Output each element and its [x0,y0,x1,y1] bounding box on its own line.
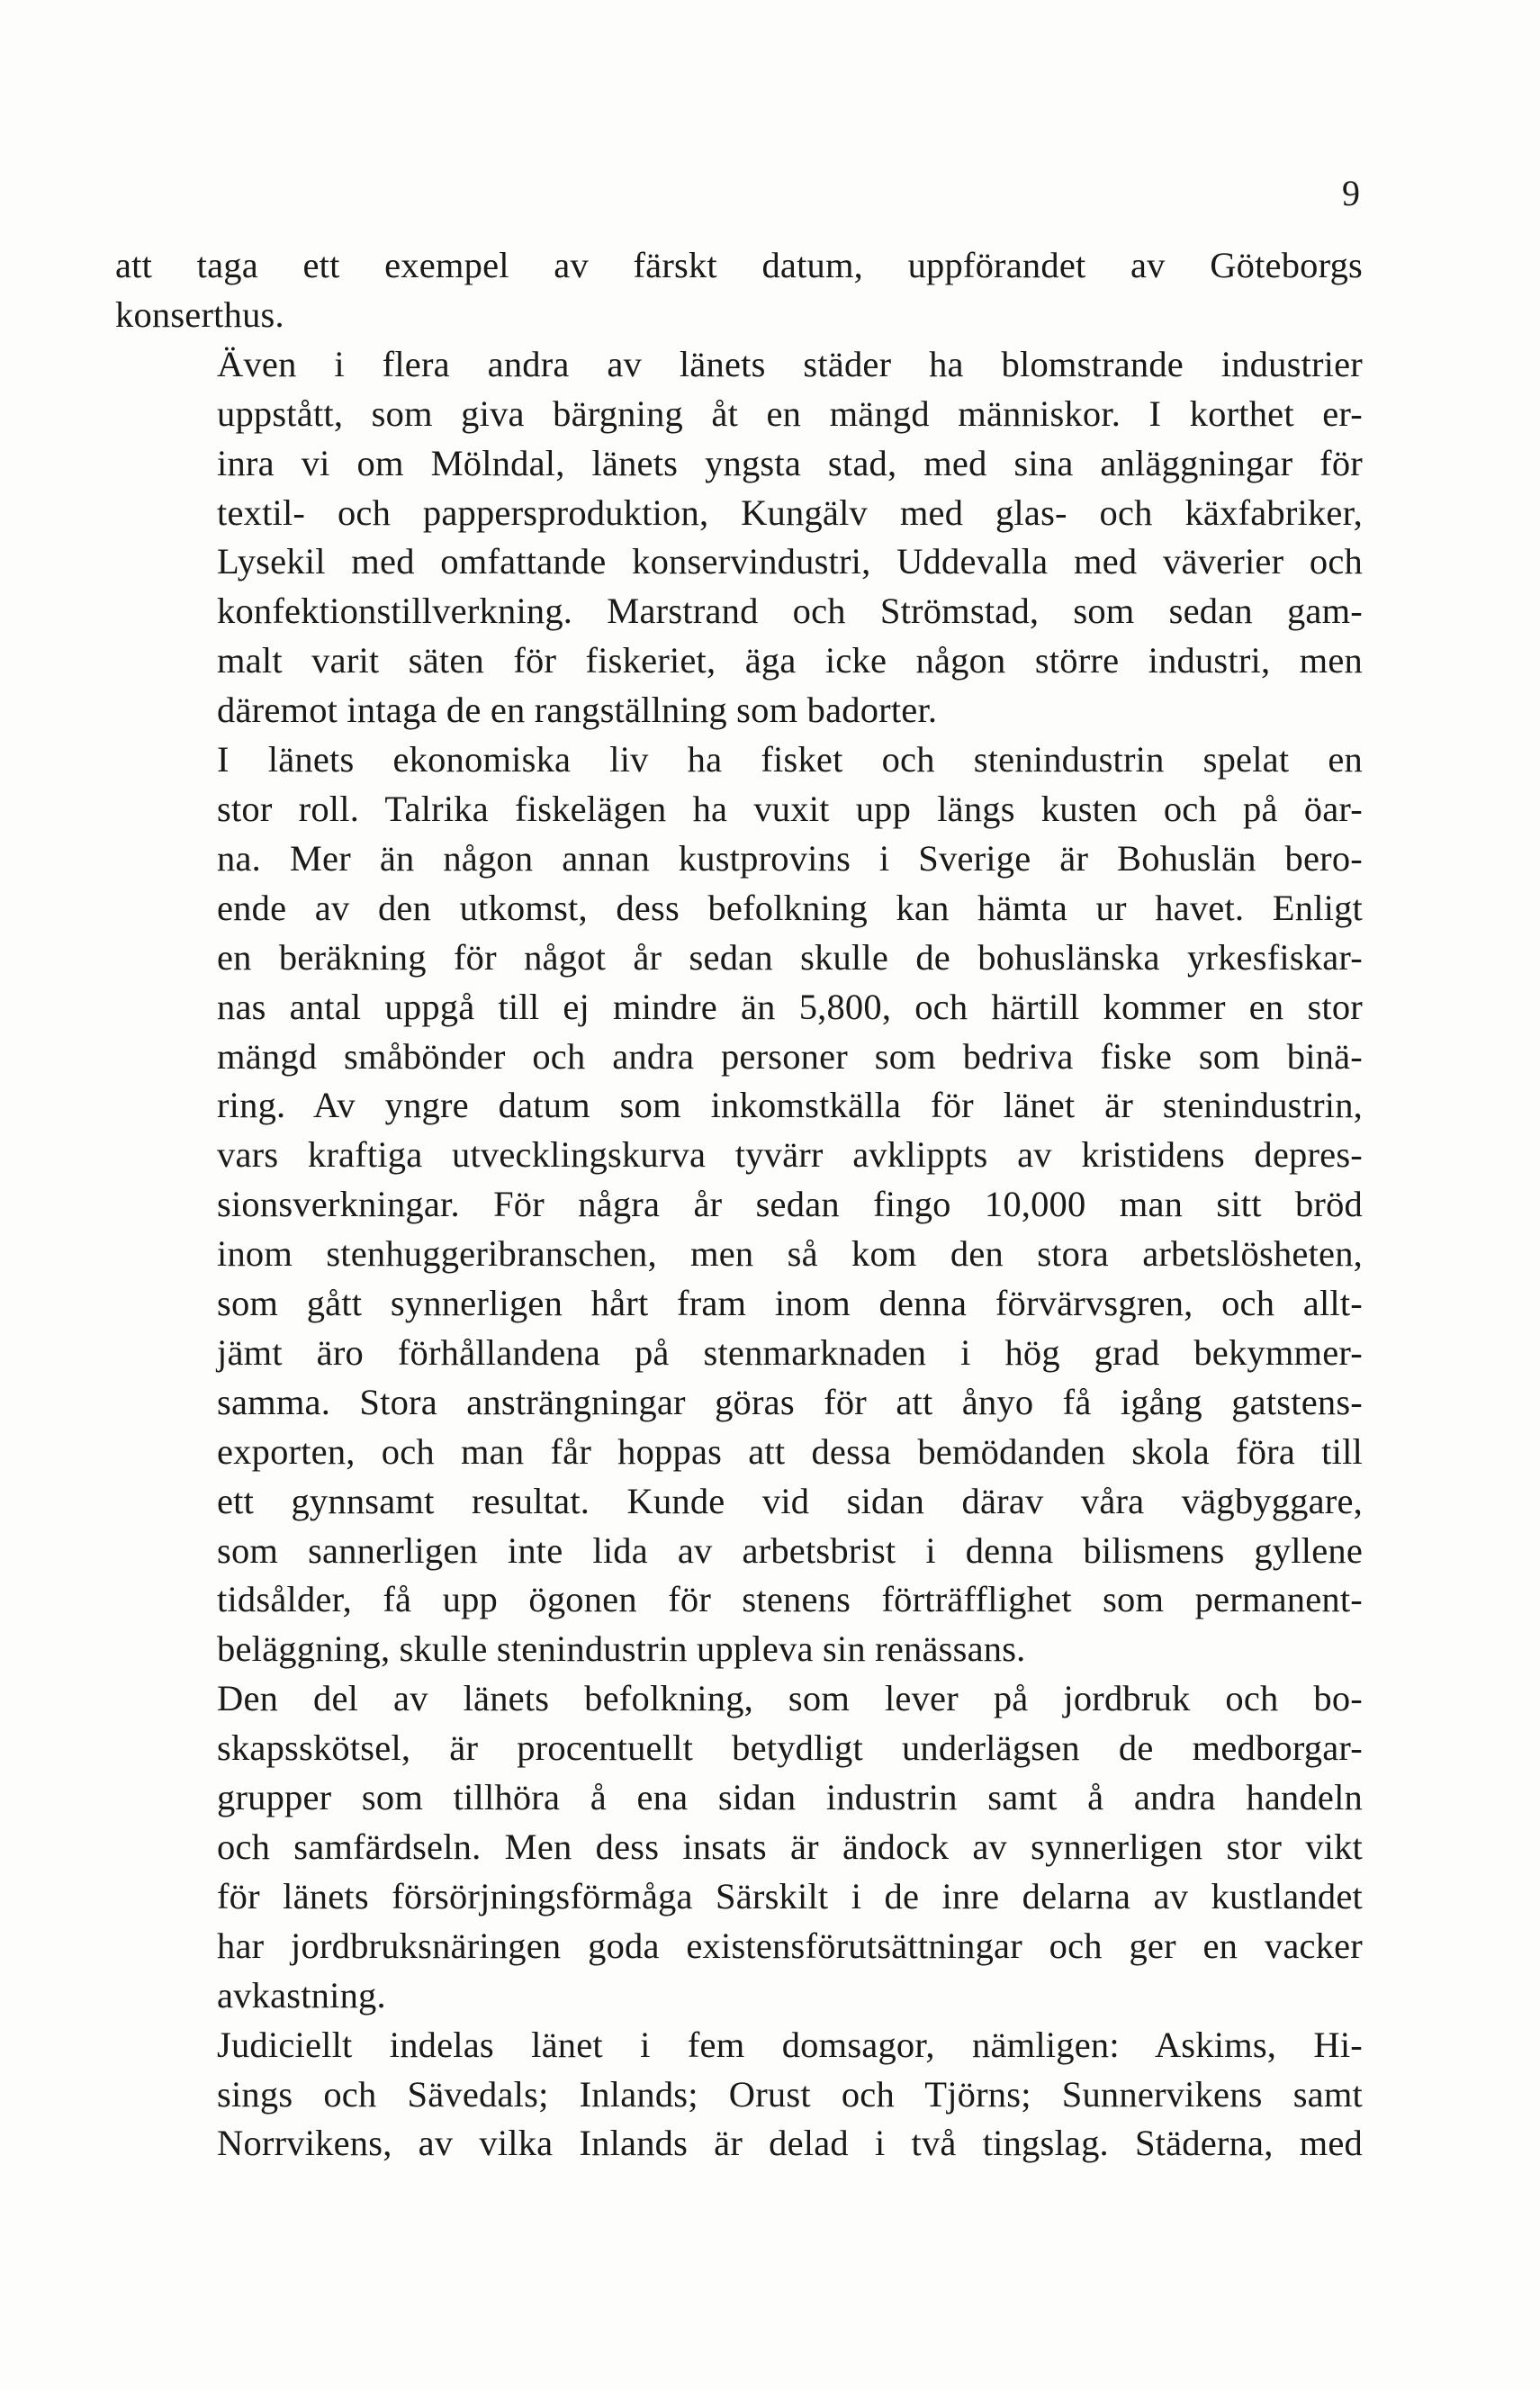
body-text [115,241,1363,2169]
page-number: 9 [1342,173,1360,213]
text-line: I länets ekonomiska liv ha fisket och stenindustrin spelat en [217,739,1363,780]
text-line: sionsverkningar. För några år sedan fingo 10,000 man sitt bröd [217,1184,1363,1225]
text-line: och samfärdseln. Men dess insats är ändock av synnerligen stor vikt [217,1826,1363,1867]
text-line: mängd småbönder och andra personer som bedriva fiske som binä- [217,1035,1363,1077]
text-line: sings och Sävedals; Inlands; Orust och Tjörns; Sunnervikens samt [217,2073,1363,2115]
text-line: nas antal uppgå till ej mindre än 5,800, och härtill kommer en stor [217,986,1363,1027]
text-line: att taga ett exempel av färskt datum, uppförandet av Göteborgs [115,245,1363,285]
text-line: tidsålder, få upp ögonen för stenens förträfflighet som permanent- [217,1579,1363,1620]
paragraph-3 [115,735,1363,1674]
paragraph-5 [115,2021,1363,2169]
paragraph-4 [115,1674,1363,2020]
text-line: grupper som tillhöra å ena sidan industrin samt å andra handeln [217,1777,1363,1818]
text-line: exporten, och man får hoppas att dessa bemödanden skola föra till [217,1430,1363,1472]
text-line: en beräkning för något år sedan skulle de bohuslänska yrkesfiskar- [217,936,1363,978]
text-line: konserthus. [115,293,284,335]
text-line: beläggning, skulle stenindustrin uppleva sin renässans. [217,1628,1026,1670]
text-line: skapsskötsel, är procentuellt betydligt underlägsen de medborgar- [217,1727,1363,1769]
text-line: vars kraftiga utvecklingskurva tyvärr avklippts av kristidens depres- [217,1134,1363,1176]
text-line: avkastning. [217,1974,386,2016]
text-line: na. Mer än någon annan kustprovins i Sverige är Bohuslän bero- [217,837,1363,879]
paragraph-2 [115,340,1363,735]
text-line: har jordbruksnäringen goda existensförutsättningar och ger en vacker [217,1925,1363,1966]
text-line: som sannerligen inte lida av arbetsbrist i denna bilismens gyllene [217,1529,1363,1571]
paragraph-1 [115,241,1363,340]
text-line: Lysekil med omfattande konservindustri, Uddevalla med väverier och [217,541,1363,582]
text-line: ett gynnsamt resultat. Kunde vid sidan därav våra vägbyggare, [217,1480,1363,1521]
text-line: jämt äro förhållandena på stenmarknaden i hög grad bekymmer- [217,1331,1363,1373]
text-line: Norrvikens, av vilka Inlands är delad i två tingslag. Städerna, med [217,2123,1363,2164]
text-line: textil- och pappersproduktion, Kungälv med glas- och käxfabriker, [217,492,1363,533]
text-line: Även i flera andra av länets städer ha blomstrande industrier [217,343,1363,384]
text-line: stor roll. Talrika fiskelägen ha vuxit upp längs kusten och på öar- [217,788,1363,829]
text-line: som gått synnerligen hårt fram inom denna förvärvsgren, och allt- [217,1283,1363,1324]
text-line: Judiciellt indelas länet i fem domsagor, nämligen: Askims, Hi- [217,2024,1363,2065]
text-line: inra vi om Mölndal, länets yngsta stad, med sina anläggningar för [217,442,1363,483]
text-line: för länets försörjningsförmåga Särskilt i de inre delarna av kustlandet [217,1875,1363,1917]
text-line: uppstått, som giva bärgning åt en mängd människor. I korthet er- [217,392,1363,434]
text-line: ende av den utkomst, dess befolkning kan hämta ur havet. Enligt [217,887,1363,928]
text-line: Den del av länets befolkning, som lever på jordbruk och bo- [217,1678,1363,1719]
text-line: inom stenhuggeribranschen, men så kom den stora arbetslösheten, [217,1233,1363,1275]
text-line: konfektionstillverkning. Marstrand och Strömstad, som sedan gam- [217,591,1363,632]
text-line: däremot intaga de en rangställning som badorter. [217,690,938,731]
text-line: malt varit säten för fiskeriet, äga icke någon större industri, men [217,640,1363,681]
text-line: samma. Stora ansträngningar göras för att ånyo få igång gatstens- [217,1381,1363,1422]
text-line: ring. Av yngre datum som inkomstkälla för länet är stenindustrin, [217,1085,1363,1126]
